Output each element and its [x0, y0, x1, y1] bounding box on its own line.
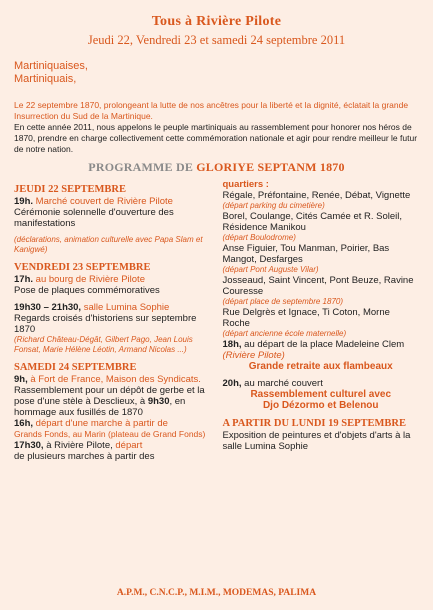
- lundi-heading: A PARTIR DU LUNDI 19 SEPTEMBRE: [222, 418, 406, 429]
- jeudi-place: Marché couvert de Rivière Pilote: [35, 196, 173, 207]
- culturel-time: 20h,: [222, 378, 242, 389]
- samedi-s3-place: à Rivière Pilote,: [46, 440, 113, 451]
- retraite-time: 18h,: [222, 339, 242, 350]
- marche-group-5-note: (départ ancienne école maternelle): [222, 329, 347, 338]
- marche-group-3-note: (départ Pont Auguste Vilar): [222, 265, 319, 274]
- samedi-s3-or: départ: [115, 440, 143, 451]
- marche-group-2: Borel, Coulange, Cités Camée et R. Soleil, Résidence Manikou: [222, 211, 403, 233]
- samedi-s2-or: départ d'une marche à partir de: [35, 418, 168, 429]
- vendredi-e2-time: 19h30 – 21h30,: [14, 302, 82, 313]
- vendredi-e2-place: salle Lumina Sophie: [83, 302, 170, 313]
- marches-intro: quartiers :: [222, 179, 269, 190]
- vendredi-e1-desc: Pose de plaques commémoratives: [14, 285, 160, 296]
- programme-title-part1: PROGRAMME DE: [88, 160, 194, 174]
- culturel-title-1: Rassemblement culturel avec: [250, 389, 392, 400]
- greeting-line-2: Martiniquais,: [14, 73, 77, 85]
- programme-title: [14, 160, 419, 175]
- intro-body: En cette année 2011, nous appelons le peuple martiniquais au rassemblement pour honorer nos héros de 1870, prendre en charge collectivement cette commémoration nationale et agir pour rendre meilleur le futur de notre nation.: [14, 122, 418, 154]
- page-title: Tous à Rivière Pilote: [151, 14, 282, 29]
- samedi-s1-desc-a: Rassemblement pour un dépôt de gerbe et la pose d'une stèle à Desclieux, à: [14, 385, 205, 407]
- left-column: [14, 177, 217, 462]
- programme-columns: [14, 177, 419, 462]
- lundi-desc: Exposition de peintures et d'objets d'arts à la salle Lumina Sophie: [222, 430, 411, 452]
- samedi-s1-time: 9h,: [14, 374, 28, 385]
- marche-group-1-note: (départ parking du cimetière): [222, 201, 325, 210]
- event-dates: Jeudi 22, Vendredi 23 et samedi 24 septembre 2011: [87, 33, 346, 47]
- culturel-title-2: Djo Dézormo et Belenou: [262, 400, 379, 411]
- retraite-note: (Rivière Pilote): [222, 350, 285, 361]
- retraite-event: [223, 339, 420, 361]
- intro-highlight: Le 22 septembre 1870, prolongeant la lutte de nos ancêtres pour la liberté et la dignité, éclatait la grande Insurrection du Sud de la Martinique.: [14, 100, 409, 121]
- vendredi-e1-time: 17h.: [14, 274, 34, 285]
- vendredi-event-1: [14, 274, 211, 296]
- marche-group-4-note: (départ place de septembre 1870): [222, 297, 344, 306]
- jeudi-desc: Cérémonie solennelle d'ouverture des manifestations: [14, 207, 174, 229]
- greeting: [14, 60, 419, 86]
- jeudi-note: (déclarations, animation culturelle avec Papa Slam et Kanigwé): [14, 235, 203, 254]
- vendredi-event-2: [14, 302, 211, 335]
- vendredi-e1-place: au bourg de Rivière Pilote: [35, 274, 145, 285]
- marche-group-1: Régale, Préfontaine, Renée, Débat, Vignette: [222, 190, 411, 201]
- samedi-event-1: [14, 374, 211, 418]
- marche-group-3: Anse Figuier, Tou Manman, Poirier, Bas Mangot, Desfarges: [222, 243, 390, 265]
- jeudi-event: [14, 196, 211, 229]
- culturel-desc: au marché couvert: [244, 378, 323, 389]
- programme-title-part2: GLORIYE SEPTANM 1870: [196, 160, 345, 174]
- marche-group-4: Josseaud, Saint Vincent, Pont Beuze, Ravine Couresse: [222, 275, 414, 297]
- retraite-title: Grande retraite aux flambeaux: [248, 361, 393, 372]
- samedi-s3-time: 17h30,: [14, 440, 44, 451]
- vendredi-e2-desc: Regards croisés d'historiens sur septembre 1870: [14, 313, 197, 335]
- retraite-desc: au départ de la place Madeleine Clem: [244, 339, 405, 350]
- right-column: [217, 177, 420, 462]
- samedi-s1-place: à Fort de France, Maison des Syndicats.: [30, 374, 201, 385]
- samedi-s1-time2: 9h30: [147, 396, 170, 407]
- samedi-s3-desc: de plusieurs marches à partir des: [14, 451, 155, 462]
- culturel-event: [223, 378, 420, 389]
- vendredi-heading: VENDREDI 23 SEPTEMBRE: [14, 262, 151, 273]
- jeudi-time: 19h.: [14, 196, 34, 207]
- samedi-event-2: [14, 418, 211, 440]
- samedi-event-3: [14, 440, 211, 462]
- marche-group-5: Rue Delgrès et Ignace, Ti Coton, Morne Roche: [222, 307, 390, 329]
- vendredi-e2-note: (Richard Château-Dégât, Gilbert Pago, Jean Louis Fonsat, Marie Hélène Léotin, Armand Nicolas ...): [14, 335, 193, 354]
- footer-organizations: A.P.M., C.N.C.P., M.I.M., MODEMAS, PALIMA: [116, 588, 317, 598]
- samedi-s1-desc-b: , en hommage aux fusillés de 1870: [14, 396, 186, 418]
- samedi-s2-places: Grands Fonds, au Marin (plateau de Grand Fonds): [14, 429, 206, 439]
- marche-group-2-note: (départ Boulodrome): [222, 233, 296, 242]
- samedi-heading: SAMEDI 24 SEPTEMBRE: [14, 362, 137, 373]
- jeudi-heading: JEUDI 22 SEPTEMBRE: [14, 184, 127, 195]
- samedi-s2-time: 16h,: [14, 418, 34, 429]
- greeting-line-1: Martiniquaises,: [14, 60, 88, 72]
